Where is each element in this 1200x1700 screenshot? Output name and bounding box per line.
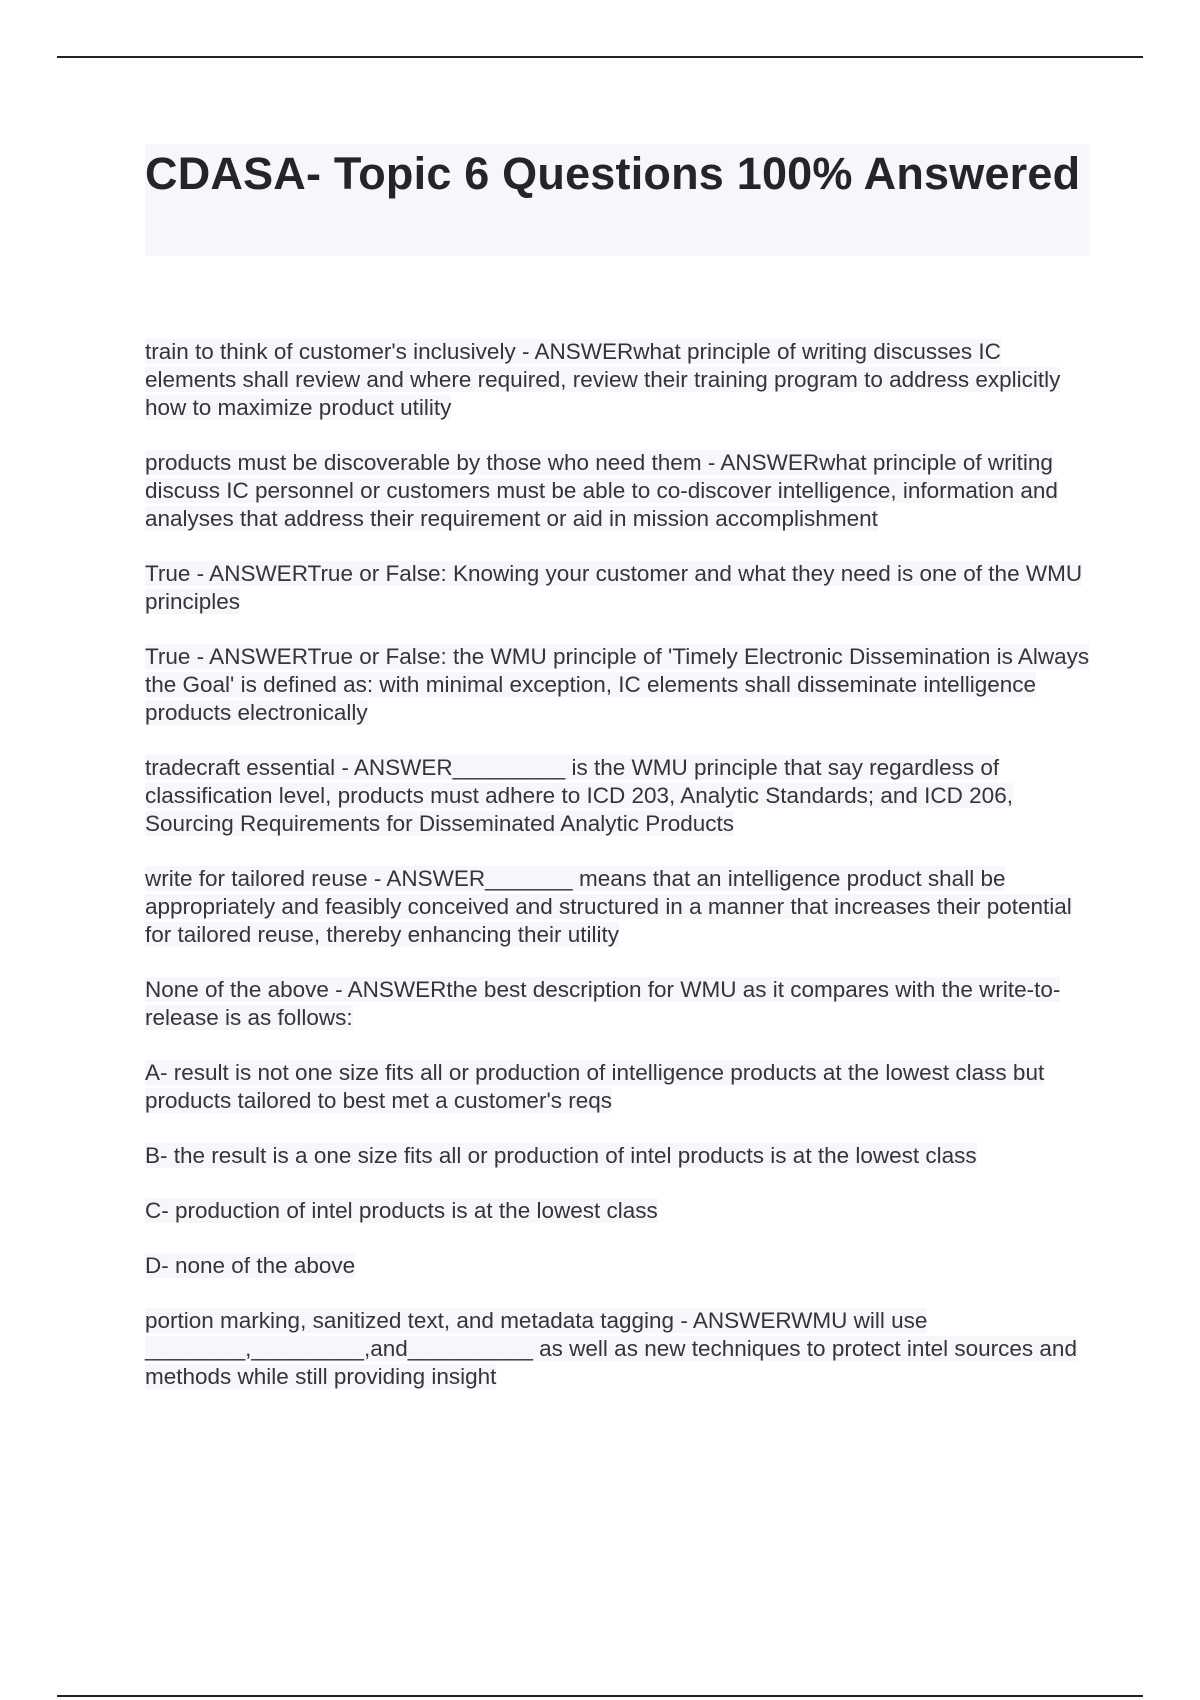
qa-item — [145, 449, 1095, 533]
qa-item — [145, 754, 1095, 838]
qa-item — [145, 560, 1095, 616]
top-rule — [57, 56, 1143, 58]
qa-text: products must be discoverable by those who need them - ANSWERwhat principle of writing discuss IC personnel or customers must be able to co-discover intelligence, information and analyses that address their requirement or aid in mission accomplishment — [145, 450, 1058, 531]
qa-text: B- the result is a one size fits all or production of intel products is at the lowest class — [145, 1143, 977, 1168]
qa-text: write for tailored reuse - ANSWER_______ means that an intelligence product shall be appropriately and feasibly conceived and structured in a manner that increases their potential for tailored reuse, thereby enhancing their utility — [145, 866, 1072, 947]
qa-list — [145, 338, 1095, 1418]
qa-option — [145, 1197, 1095, 1225]
qa-item — [145, 643, 1095, 727]
qa-text: train to think of customer's inclusively - ANSWERwhat principle of writing discusses IC elements shall review and where required, review their training program to address explicitly how to maximize product utility — [145, 339, 1061, 420]
qa-text: None of the above - ANSWERthe best description for WMU as it compares with the write-to-release is as follows: — [145, 977, 1061, 1030]
title-block — [145, 144, 1090, 256]
qa-text: True - ANSWERTrue or False: Knowing your customer and what they need is one of the WMU principles — [145, 561, 1083, 614]
qa-item — [145, 338, 1095, 422]
qa-text: C- production of intel products is at the lowest class — [145, 1198, 658, 1223]
qa-option — [145, 1059, 1095, 1115]
bottom-rule — [57, 1695, 1143, 1697]
qa-text: portion marking, sanitized text, and metadata tagging - ANSWERWMU will use ________,_________,and__________ as well as new techniques to protect intel sources and methods while still providing insight — [145, 1308, 1077, 1389]
qa-item — [145, 976, 1095, 1032]
qa-item — [145, 865, 1095, 949]
qa-item — [145, 1307, 1095, 1391]
qa-text: True - ANSWERTrue or False: the WMU principle of 'Timely Electronic Dissemination is Always the Goal' is defined as: with minimal exception, IC elements shall disseminate intelligence products electronically — [145, 644, 1090, 725]
qa-option — [145, 1142, 1095, 1170]
qa-text: tradecraft essential - ANSWER_________ is the WMU principle that say regardless of classification level, products must adhere to ICD 203, Analytic Standards; and ICD 206, Sourcing Requirements for Disseminated Analytic Products — [145, 755, 1013, 836]
qa-text: D- none of the above — [145, 1253, 356, 1278]
qa-option — [145, 1252, 1095, 1280]
qa-text: A- result is not one size fits all or production of intelligence products at the lowest class but products tailored to best met a customer's reqs — [145, 1060, 1045, 1113]
document-title: CDASA- Topic 6 Questions 100% Answered — [145, 148, 1081, 199]
